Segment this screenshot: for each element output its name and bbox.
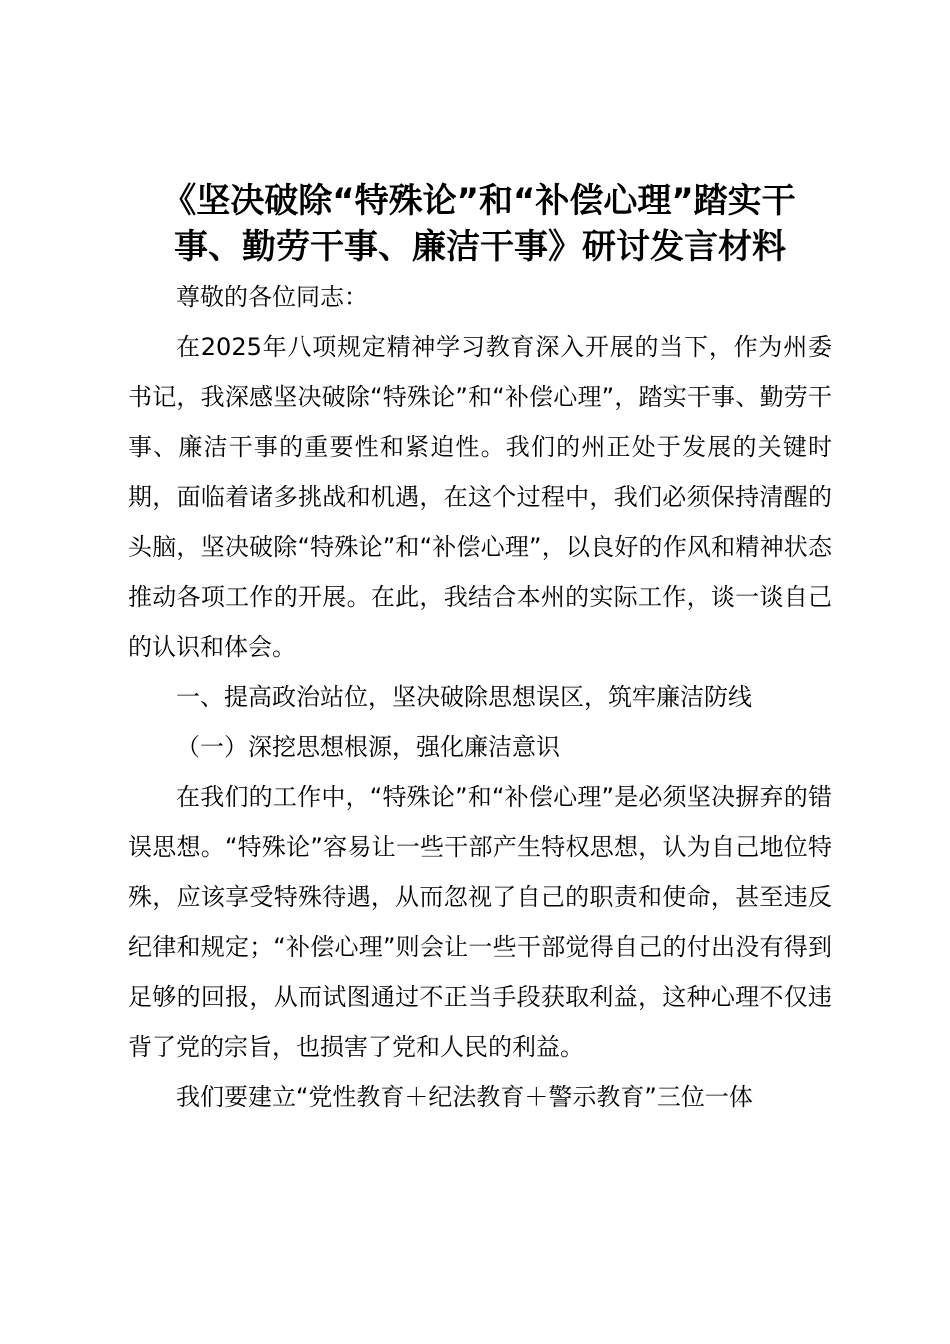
title-line-2: 事、勤劳干事、廉洁干事》研讨发言材料 bbox=[174, 227, 786, 267]
intro-paragraph: 在2025年八项规定精神学习教育深入开展的当下，作为州委书记，我深感坚决破除“特殊论”和“补偿心理”，踏实干事、勤劳干事、廉洁干事的重要性和紧迫性。我们的州正处于发展的关键时期，面临着诸多挑战和机遇，在这个过程中，我们必须保持清醒的头脑，坚决破除“特殊论”和“补偿心理”，以良好的作风和精神状态推动各项工作的开展。在此，我结合本州的实际工作，谈一谈自己的认识和体会。 bbox=[128, 333, 832, 661]
title-line-1: 《坚决破除“特殊论”和“补偿心理”踏实干 bbox=[162, 181, 796, 221]
body-paragraph-2: 我们要建立“党性教育＋纪法教育＋警示教育”三位一体 bbox=[176, 1083, 753, 1111]
salutation: 尊敬的各位同志： bbox=[176, 283, 368, 311]
document-title bbox=[128, 178, 832, 270]
section-heading-1: 一、提高政治站位，坚决破除思想误区，筑牢廉洁防线 bbox=[176, 683, 752, 711]
document-body bbox=[128, 178, 832, 1122]
body-paragraph-1: 在我们的工作中，“特殊论”和“补偿心理”是必须坚决摒弃的错误思想。“特殊论”容易让一些干部产生特权思想，认为自己地位特殊，应该享受特殊待遇，从而忽视了自己的职责和使命，甚至违反纪律和规定；“补偿心理”则会让一些干部觉得自己的付出没有得到足够的回报，从而试图通过不正当手段获取利益，这种心理不仅违背了党的宗旨，也损害了党和人民的利益。 bbox=[128, 783, 832, 1061]
subsection-heading-1: （一）深挖思想根源，强化廉洁意识 bbox=[176, 733, 560, 761]
